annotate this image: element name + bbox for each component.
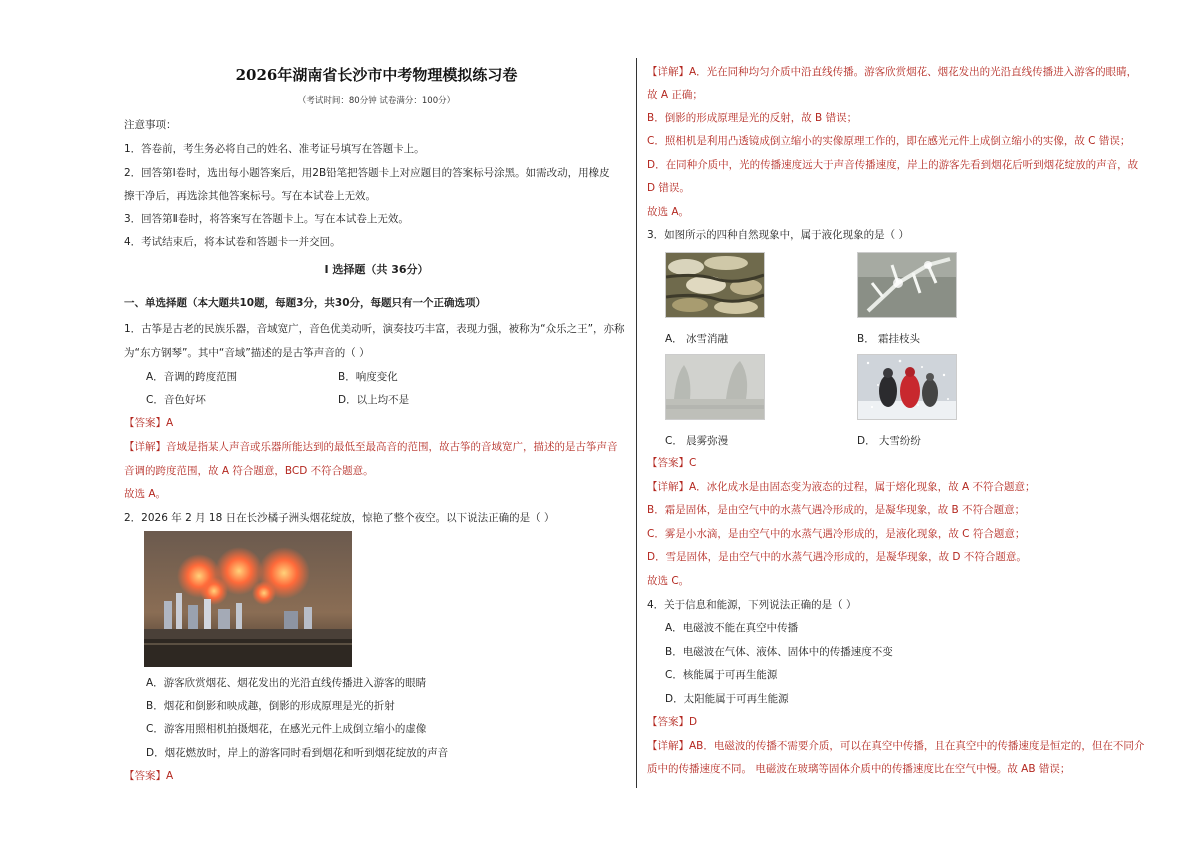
q2-detail-line5: D．在同种介质中，光的传播速度远大于声音传播速度，岸上的游客先看到烟花后听到烟花绽放的声音，故 (647, 159, 1139, 171)
q1-option-b: B．响度变化 (338, 371, 398, 383)
q2-conclusion: 故选 A。 (647, 206, 690, 218)
q1-stem-line2: 为“东方钢琴”。其中“音域”描述的是古筝声音的（ ） (124, 347, 370, 359)
q4-option-d: D．太阳能属于可再生能源 (665, 693, 789, 705)
q2-detail-line3: B．倒影的形成原理是光的反射，故 B 错误； (647, 112, 858, 124)
note-item: 3．回答第Ⅱ卷时，将答案写在答题卡上。写在本试卷上无效。 (124, 213, 409, 225)
q3-detail-line1: 【详解】A．冰化成水是由固态变为液态的过程，属于熔化现象，故 A 不符合题意； (647, 481, 1036, 493)
q1-option-c: C．音色好坏 (146, 394, 206, 406)
section-title: Ⅰ 选择题（共 36分） (324, 263, 429, 276)
q2-option-a: A．游客欣赏烟花、烟花发出的光沿直线传播进入游客的眼睛 (146, 677, 427, 689)
heavy-snow-photo (857, 354, 957, 420)
fireworks-photo (144, 531, 352, 667)
exam-title: 2026年湖南省长沙市中考物理模拟练习卷 (235, 66, 518, 84)
note-item: 1．答卷前，考生务必将自己的姓名、准考证号填写在答题卡上。 (124, 143, 425, 155)
q3-caption-b: B． 霜挂枝头 (857, 333, 921, 345)
q3-conclusion: 故选 C。 (647, 575, 690, 587)
morning-fog-photo (665, 354, 765, 420)
q2-detail-line6: D 错误。 (647, 182, 690, 194)
q2-detail-line2: 故 A 正确； (647, 89, 703, 101)
exam-subtitle: （考试时间：80分钟 试卷满分：100分） (297, 96, 456, 106)
q4-option-a: A．电磁波不能在真空中传播 (665, 622, 799, 634)
q4-detail-line2: 质中的传播速度不同。 电磁波在玻璃等固体介质中的传播速度比在空气中慢。故 AB 错误； (647, 763, 1071, 775)
column-divider (636, 58, 637, 788)
q1-conclusion: 故选 A。 (124, 488, 167, 500)
q2-detail-line4: C．照相机是利用凸透镜成倒立缩小的实像原理工作的，即在感光元件上成倒立缩小的实像，故 C 错误； (647, 135, 1131, 147)
q3-caption-d: D． 大雪纷纷 (857, 435, 921, 447)
note-item: 2．回答第Ⅰ卷时，选出每小题答案后，用2B铅笔把答题卡上对应题目的答案标号涂黑。如需改动，用橡皮 (124, 167, 610, 179)
q4-answer: 【答案】D (647, 716, 698, 728)
q3-caption-a: A． 冰雪消融 (665, 333, 729, 345)
q2-option-d: D．烟花燃放时，岸上的游客同时看到烟花和听到烟花绽放的声音 (146, 747, 449, 759)
q2-answer: 【答案】A (124, 770, 174, 782)
notes-heading: 注意事项： (124, 119, 177, 131)
q3-answer: 【答案】C (647, 457, 697, 469)
note-item: 4．考试结束后，将本试卷和答题卡一并交回。 (124, 236, 341, 248)
note-item: 擦干净后，再选涂其他答案标号。写在本试卷上无效。 (124, 190, 376, 202)
q4-option-c: C．核能属于可再生能源 (665, 669, 778, 681)
melting-ice-photo (665, 252, 765, 318)
q2-option-b: B．烟花和倒影和映成趣，倒影的形成原理是光的折射 (146, 700, 395, 712)
q3-detail-line3: C．雾是小水滴，是由空气中的水蒸气遇冷形成的，是液化现象，故 C 符合题意； (647, 528, 1026, 540)
q1-detail-line2: 音调的跨度范围，故 A 符合题意，BCD 不符合题意。 (124, 465, 374, 477)
q3-caption-c: C． 晨雾弥漫 (665, 435, 729, 447)
q2-detail-line1: 【详解】A．光在同种均匀介质中沿直线传播。游客欣赏烟花、烟花发出的光沿直线传播进入游客的眼睛， (647, 66, 1138, 78)
part-heading: 一、单选择题（本大题共10题，每题3分，共30分，每题只有一个正确选项） (124, 297, 487, 309)
q1-stem-line1: 1．古筝是古老的民族乐器，音域宽广，音色优美动听，演奏技巧丰富，表现力强，被称为“众乐之王”，亦称 (124, 323, 625, 335)
q4-detail-line1: 【详解】AB．电磁波的传播不需要介质，可以在真空中传播，且在真空中的传播速度是恒定的，但在不同介 (647, 740, 1145, 752)
q4-option-b: B．电磁波在气体、液体、固体中的传播速度不变 (665, 646, 893, 658)
q1-option-d: D．以上均不是 (338, 394, 410, 406)
q1-option-a: A．音调的跨度范围 (146, 371, 238, 383)
q3-detail-line2: B．霜是固体，是由空气中的水蒸气遇冷形成的，是凝华现象，故 B 不符合题意； (647, 504, 1026, 516)
q4-stem: 4．关于信息和能源，下列说法正确的是（ ） (647, 599, 857, 611)
q3-stem: 3．如图所示的四种自然现象中，属于液化现象的是（ ） (647, 229, 910, 241)
q3-detail-line4: D．雪是固体，是由空气中的水蒸气遇冷形成的，是凝华现象，故 D 不符合题意。 (647, 551, 1027, 563)
q2-option-c: C．游客用照相机拍摄烟花，在感光元件上成倒立缩小的虚像 (146, 723, 427, 735)
q2-stem: 2．2026 年 2 月 18 日在长沙橘子洲头烟花绽放，惊艳了整个夜空。以下说法正确的是（ ） (124, 512, 555, 524)
q1-detail-line1: 【详解】音域是指某人声音或乐器所能达到的最低至最高音的范围，故古筝的音域宽广，描述的是古筝声音 (124, 441, 618, 453)
q1-answer: 【答案】A (124, 417, 174, 429)
frosted-branch-photo (857, 252, 957, 318)
